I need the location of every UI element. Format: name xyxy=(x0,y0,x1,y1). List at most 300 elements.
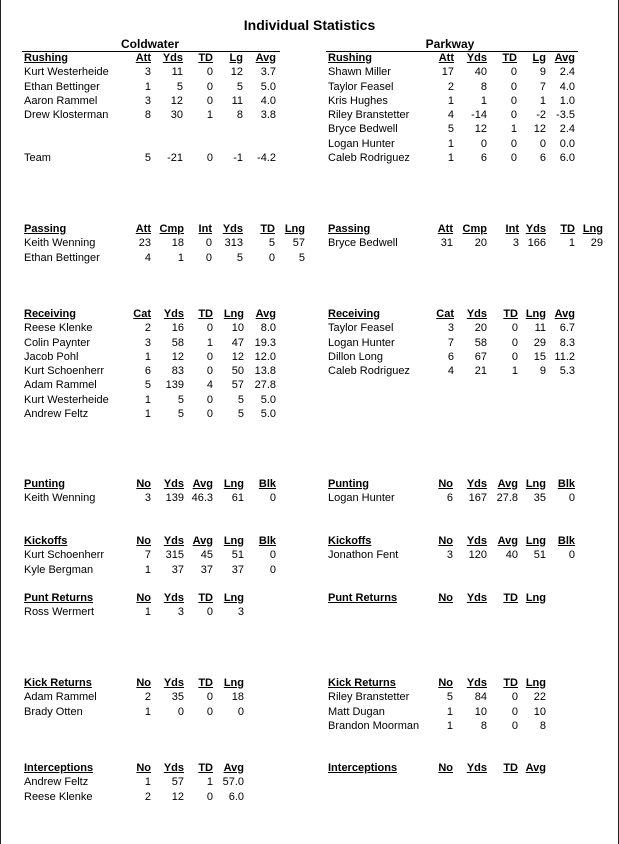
stat-value: 3 xyxy=(144,336,151,349)
section-title: Punt Returns xyxy=(24,592,94,604)
stat-value: 0 xyxy=(511,350,518,363)
stat-value: 0 xyxy=(510,109,517,122)
column-header: No xyxy=(438,592,453,604)
stat-value: 0 xyxy=(539,137,546,150)
column-header: Lng xyxy=(223,308,244,320)
stat-value: 19.3 xyxy=(254,336,276,349)
column-header: Lng xyxy=(525,478,546,490)
left-kick-returns-table xyxy=(24,676,314,719)
stat-value: 0 xyxy=(206,408,213,421)
stat-value: 8 xyxy=(539,719,546,732)
right-kick-returns-table xyxy=(328,676,613,733)
stat-value: 10 xyxy=(231,322,244,335)
column-header: TD xyxy=(502,52,517,64)
player-name: Reese Klenke xyxy=(24,790,93,803)
column-header: TD xyxy=(503,677,518,689)
stat-value: 45 xyxy=(200,549,213,562)
section-title: Passing xyxy=(328,223,371,235)
column-header: Avg xyxy=(554,52,575,64)
section-title: Kickoffs xyxy=(328,535,372,547)
stat-value: 15 xyxy=(533,350,546,363)
column-header: Lng xyxy=(223,535,244,547)
column-header: Lg xyxy=(229,52,243,64)
table-row xyxy=(24,251,314,265)
stat-value: 1 xyxy=(510,123,517,136)
stat-value: 1 xyxy=(447,137,454,150)
stat-value: -3.5 xyxy=(556,109,575,122)
player-name: Caleb Rodriguez xyxy=(328,152,410,165)
stat-value: 11 xyxy=(534,322,546,335)
stat-value: 1 xyxy=(144,80,151,93)
table-row xyxy=(24,151,314,165)
left-receiving-table xyxy=(24,307,314,421)
stat-value: 6 xyxy=(144,365,151,378)
stat-value: 5 xyxy=(446,691,453,704)
stat-value: 1.0 xyxy=(559,94,575,107)
stat-value: 0 xyxy=(269,492,276,505)
table-row xyxy=(24,321,314,335)
stat-value: 40 xyxy=(505,549,518,562)
stat-value: 0 xyxy=(206,350,213,363)
column-header: Yds xyxy=(163,762,184,774)
table-row xyxy=(24,775,314,789)
column-header: TD xyxy=(198,308,213,320)
stat-value: 40 xyxy=(474,66,487,79)
stat-value: 11.2 xyxy=(554,350,575,363)
stat-value: 23 xyxy=(138,237,151,250)
stat-value: 0 xyxy=(510,137,517,150)
stat-value: 0 xyxy=(511,719,518,732)
player-name: Kris Hughes xyxy=(328,94,388,107)
stat-value: 35 xyxy=(171,691,184,704)
stat-value: 5 xyxy=(447,123,454,136)
table-row xyxy=(328,122,613,136)
stat-value: 29 xyxy=(533,336,546,349)
table-row xyxy=(24,378,314,392)
table-row xyxy=(24,605,314,619)
table-header-row xyxy=(328,307,613,321)
stat-value: 1 xyxy=(447,152,454,165)
player-name: Logan Hunter xyxy=(328,336,395,349)
stat-value: 7 xyxy=(447,336,454,349)
table-row xyxy=(328,321,613,335)
stat-value: 6 xyxy=(447,350,454,363)
stat-value: 61 xyxy=(231,492,244,505)
stat-value: 0 xyxy=(177,705,184,718)
table-row xyxy=(328,719,613,733)
column-header: No xyxy=(136,762,151,774)
column-header: Yds xyxy=(163,677,184,689)
table-header-row xyxy=(24,477,314,491)
stat-value: 0 xyxy=(206,606,213,619)
column-header: Yds xyxy=(466,762,487,774)
stat-value: 12 xyxy=(474,123,487,136)
stat-value: 4 xyxy=(206,379,213,392)
player-name: Caleb Rodriguez xyxy=(328,365,410,378)
stat-value: 12 xyxy=(230,66,243,79)
stat-value: 8 xyxy=(144,109,151,122)
column-header: No xyxy=(438,762,453,774)
column-header: Lng xyxy=(223,677,244,689)
stat-value: 7 xyxy=(144,549,151,562)
stat-value: 12 xyxy=(231,350,244,363)
stat-value: 3 xyxy=(144,492,151,505)
column-header: Att xyxy=(135,52,151,64)
column-header: Yds xyxy=(525,223,546,235)
column-header: Lng xyxy=(525,592,546,604)
column-header: Avg xyxy=(192,478,213,490)
section-title: Punting xyxy=(328,478,369,490)
table-header-row xyxy=(328,477,613,491)
stat-value: 2.4 xyxy=(559,66,575,79)
stat-value: 1 xyxy=(144,606,151,619)
stat-value: 0 xyxy=(568,492,575,505)
stat-value: 11 xyxy=(171,66,183,79)
table-row xyxy=(328,548,613,562)
column-header: Yds xyxy=(466,478,487,490)
stat-value: 313 xyxy=(224,237,243,250)
column-header: No xyxy=(438,535,453,547)
stat-value: 18 xyxy=(171,237,184,250)
stat-value: 12.0 xyxy=(254,350,276,363)
table-row xyxy=(24,137,314,151)
stat-value: 1 xyxy=(206,109,213,122)
column-header: TD xyxy=(503,592,518,604)
stat-value: 139 xyxy=(165,492,184,505)
player-name: Aaron Rammel xyxy=(24,94,98,107)
column-header: No xyxy=(136,677,151,689)
stat-value: 0 xyxy=(205,237,212,250)
table-row xyxy=(24,548,314,562)
stat-value: 139 xyxy=(165,379,184,392)
section-title: Interceptions xyxy=(328,762,398,774)
stat-value: 0 xyxy=(206,94,213,107)
table-row xyxy=(328,350,613,364)
table-row xyxy=(328,705,613,719)
stat-value: 6.0 xyxy=(559,152,575,165)
stat-value: 1 xyxy=(144,393,151,406)
player-name: Colin Paynter xyxy=(24,336,91,349)
section-title: Kick Returns xyxy=(24,677,92,689)
column-header: Lng xyxy=(525,308,546,320)
stat-value: 84 xyxy=(474,691,487,704)
stat-value: 30 xyxy=(170,109,183,122)
column-header: Blk xyxy=(557,535,575,547)
column-header: Blk xyxy=(557,478,575,490)
stat-value: 3.8 xyxy=(260,109,276,122)
player-name: Keith Wenning xyxy=(24,492,96,505)
table-row xyxy=(24,336,314,350)
stat-value: 5 xyxy=(237,408,244,421)
stat-value: 0 xyxy=(206,66,213,79)
column-header: Avg xyxy=(525,762,546,774)
stat-value: 5 xyxy=(236,251,243,264)
column-header: Cmp xyxy=(462,223,487,235)
table-row xyxy=(24,364,314,378)
column-header: Yds xyxy=(466,677,487,689)
right-receiving-table xyxy=(328,307,613,378)
column-header: TD xyxy=(198,762,213,774)
player-name: Bryce Bedwell xyxy=(328,123,398,136)
stat-value: 13.8 xyxy=(254,365,276,378)
player-name: Kurt Schoenherr xyxy=(24,365,105,378)
player-name: Bryce Bedwell xyxy=(328,237,398,250)
table-row xyxy=(24,407,314,421)
player-name: Andrew Feltz xyxy=(24,776,89,789)
stat-value: 1 xyxy=(206,776,213,789)
column-header: Lng xyxy=(223,478,244,490)
column-header: Yds xyxy=(466,52,487,64)
column-header: Lng xyxy=(223,592,244,604)
stat-value: 3 xyxy=(144,66,151,79)
column-header: TD xyxy=(503,762,518,774)
stat-value: 3 xyxy=(447,322,454,335)
left-interceptions-table xyxy=(24,761,314,804)
stat-value: 0.0 xyxy=(559,137,575,150)
stat-value: 1 xyxy=(539,94,546,107)
column-header: Yds xyxy=(466,308,487,320)
left-punt-returns-table xyxy=(24,591,314,620)
stat-value: 0 xyxy=(237,705,244,718)
stat-value: 0 xyxy=(206,705,213,718)
left-punting-table xyxy=(24,477,314,506)
player-name: Team xyxy=(24,152,51,165)
table-header-row xyxy=(328,51,613,65)
stat-value: 5 xyxy=(236,80,243,93)
table-row xyxy=(328,151,613,165)
table-row xyxy=(328,94,613,108)
stat-value: 5.0 xyxy=(260,80,276,93)
right-passing-table xyxy=(328,222,613,251)
table-row xyxy=(24,236,314,250)
page-title: Individual Statistics xyxy=(243,17,376,33)
section-title: Punting xyxy=(24,478,65,490)
column-header: Avg xyxy=(497,478,518,490)
stat-value: -1 xyxy=(233,152,243,165)
stat-value: 1 xyxy=(144,350,151,363)
table-header-row xyxy=(328,534,613,548)
table-row xyxy=(328,108,613,122)
stat-value: 6 xyxy=(480,152,487,165)
stat-value: 18 xyxy=(231,691,244,704)
stat-value: 3 xyxy=(144,94,151,107)
stat-value: -4.2 xyxy=(257,152,276,165)
stat-value: 4 xyxy=(447,109,454,122)
stat-value: 8.3 xyxy=(559,336,575,349)
stat-value: 0 xyxy=(268,251,275,264)
stat-value: 57 xyxy=(292,237,305,250)
stat-value: 5 xyxy=(237,393,244,406)
stat-value: 12 xyxy=(171,350,184,363)
player-name: Riley Branstetter xyxy=(328,691,410,704)
column-header: Att xyxy=(135,223,151,235)
column-header: TD xyxy=(560,223,575,235)
column-header: Yds xyxy=(163,478,184,490)
column-header: Cat xyxy=(133,308,151,320)
column-header: Int xyxy=(505,223,519,235)
player-name: Logan Hunter xyxy=(328,137,395,150)
table-row xyxy=(24,393,314,407)
player-name: Taylor Feasel xyxy=(328,80,394,93)
stat-value: 57.0 xyxy=(222,776,244,789)
stat-value: 5.0 xyxy=(260,393,276,406)
stat-value: 0 xyxy=(206,365,213,378)
column-header: Cmp xyxy=(159,223,184,235)
column-header: TD xyxy=(198,677,213,689)
stat-value: 0 xyxy=(206,691,213,704)
stat-value: 58 xyxy=(171,336,184,349)
table-header-row xyxy=(328,676,613,690)
stat-value: 3 xyxy=(512,237,519,250)
right-interceptions-table xyxy=(328,761,613,775)
stat-value: 1 xyxy=(446,705,453,718)
stat-value: 0 xyxy=(511,691,518,704)
table-row xyxy=(328,491,613,505)
left-kickoffs-table xyxy=(24,534,314,577)
right-punt-returns-table xyxy=(328,591,613,605)
stat-value: 27.8 xyxy=(254,379,276,392)
table-row xyxy=(24,80,314,94)
stat-value: 6 xyxy=(446,492,453,505)
player-name: Taylor Feasel xyxy=(328,322,394,335)
stat-value: 5 xyxy=(144,379,151,392)
stat-value: 4.0 xyxy=(559,80,575,93)
player-name: Adam Rammel xyxy=(24,691,97,704)
stat-value: 1 xyxy=(206,336,213,349)
stat-value: 3 xyxy=(237,606,244,619)
stat-value: 3 xyxy=(177,606,184,619)
stat-value: 1 xyxy=(144,705,151,718)
player-name: Drew Klosterman xyxy=(24,109,109,122)
stat-value: 12 xyxy=(171,790,184,803)
table-row xyxy=(24,563,314,577)
stat-value: 37 xyxy=(200,563,213,576)
stat-value: 2 xyxy=(447,80,454,93)
table-header-row xyxy=(328,761,613,775)
stat-value: 3.7 xyxy=(260,66,276,79)
stat-value: 31 xyxy=(440,237,453,250)
player-name: Jonathon Fent xyxy=(328,549,399,562)
stat-value: 0 xyxy=(568,549,575,562)
table-row xyxy=(328,80,613,94)
stat-value: 0 xyxy=(206,393,213,406)
column-header: Yds xyxy=(466,535,487,547)
column-header: Yds xyxy=(163,592,184,604)
stat-value: 5.3 xyxy=(559,365,575,378)
column-header: Blk xyxy=(258,535,276,547)
stat-value: 9 xyxy=(539,66,546,79)
stat-value: 22 xyxy=(533,691,546,704)
table-row xyxy=(24,690,314,704)
stat-value: 21 xyxy=(474,365,487,378)
stat-value: 0 xyxy=(206,80,213,93)
right-punting-table xyxy=(328,477,613,506)
stat-value: 0 xyxy=(206,790,213,803)
stat-value: 57 xyxy=(171,776,184,789)
stat-value: 10 xyxy=(533,705,546,718)
section-title: Kick Returns xyxy=(328,677,396,689)
table-row xyxy=(24,705,314,719)
stat-value: 0 xyxy=(511,705,518,718)
stat-value: 8 xyxy=(480,80,487,93)
table-row xyxy=(24,350,314,364)
column-header: No xyxy=(136,478,151,490)
stat-value: 7 xyxy=(539,80,546,93)
player-name: Brady Otten xyxy=(24,705,83,718)
section-title: Rushing xyxy=(24,52,68,64)
table-row xyxy=(328,236,613,250)
stat-value: 67 xyxy=(474,350,487,363)
stat-value: 2 xyxy=(144,322,151,335)
table-row xyxy=(24,108,314,122)
stat-value: 27.8 xyxy=(496,492,518,505)
table-row xyxy=(24,790,314,804)
stat-value: 0 xyxy=(510,80,517,93)
stat-value: 6.7 xyxy=(559,322,575,335)
column-header: Blk xyxy=(258,478,276,490)
player-name: Kyle Bergman xyxy=(24,563,94,576)
player-name: Adam Rammel xyxy=(24,379,97,392)
stat-value: 1 xyxy=(144,563,151,576)
left-passing-table xyxy=(24,222,314,265)
column-header: Yds xyxy=(222,223,243,235)
stat-value: 5 xyxy=(298,251,305,264)
player-name: Kurt Schoenherr xyxy=(24,549,105,562)
stat-value: 4 xyxy=(144,251,151,264)
column-header: Yds xyxy=(162,52,183,64)
column-header: Avg xyxy=(192,535,213,547)
column-header: Avg xyxy=(223,762,244,774)
stat-value: 0 xyxy=(510,152,517,165)
table-header-row xyxy=(328,222,613,236)
table-header-row xyxy=(24,51,314,65)
table-header-row xyxy=(24,222,314,236)
column-header: No xyxy=(136,592,151,604)
stat-value: 4 xyxy=(447,365,454,378)
stat-value: 47 xyxy=(231,336,244,349)
player-name: Brandon Moorman xyxy=(328,719,420,732)
stat-value: 10 xyxy=(474,705,487,718)
table-row xyxy=(328,690,613,704)
stat-value: -2 xyxy=(536,109,546,122)
stat-value: 51 xyxy=(231,549,244,562)
stat-value: 11 xyxy=(231,94,243,107)
stat-value: 0 xyxy=(269,549,276,562)
section-title: Interceptions xyxy=(24,762,94,774)
column-header: Lng xyxy=(284,223,305,235)
column-header: Lng xyxy=(582,223,603,235)
stat-value: 1 xyxy=(177,251,184,264)
stat-value: 6.0 xyxy=(228,790,244,803)
table-row xyxy=(328,137,613,151)
column-header: Att xyxy=(437,223,453,235)
stat-value: 1 xyxy=(447,94,454,107)
table-header-row xyxy=(328,591,613,605)
column-header: Yds xyxy=(163,308,184,320)
stat-value: 5 xyxy=(177,408,184,421)
stat-value: 12 xyxy=(170,94,183,107)
right-rushing-table xyxy=(328,51,613,165)
stat-value: 8 xyxy=(236,109,243,122)
table-row xyxy=(24,122,314,136)
table-header-row xyxy=(24,534,314,548)
stat-value: 37 xyxy=(231,563,244,576)
section-title: Receiving xyxy=(24,308,76,320)
stat-value: 8 xyxy=(480,719,487,732)
column-header: No xyxy=(136,535,151,547)
stat-value: 120 xyxy=(468,549,487,562)
stat-value: 9 xyxy=(539,365,546,378)
